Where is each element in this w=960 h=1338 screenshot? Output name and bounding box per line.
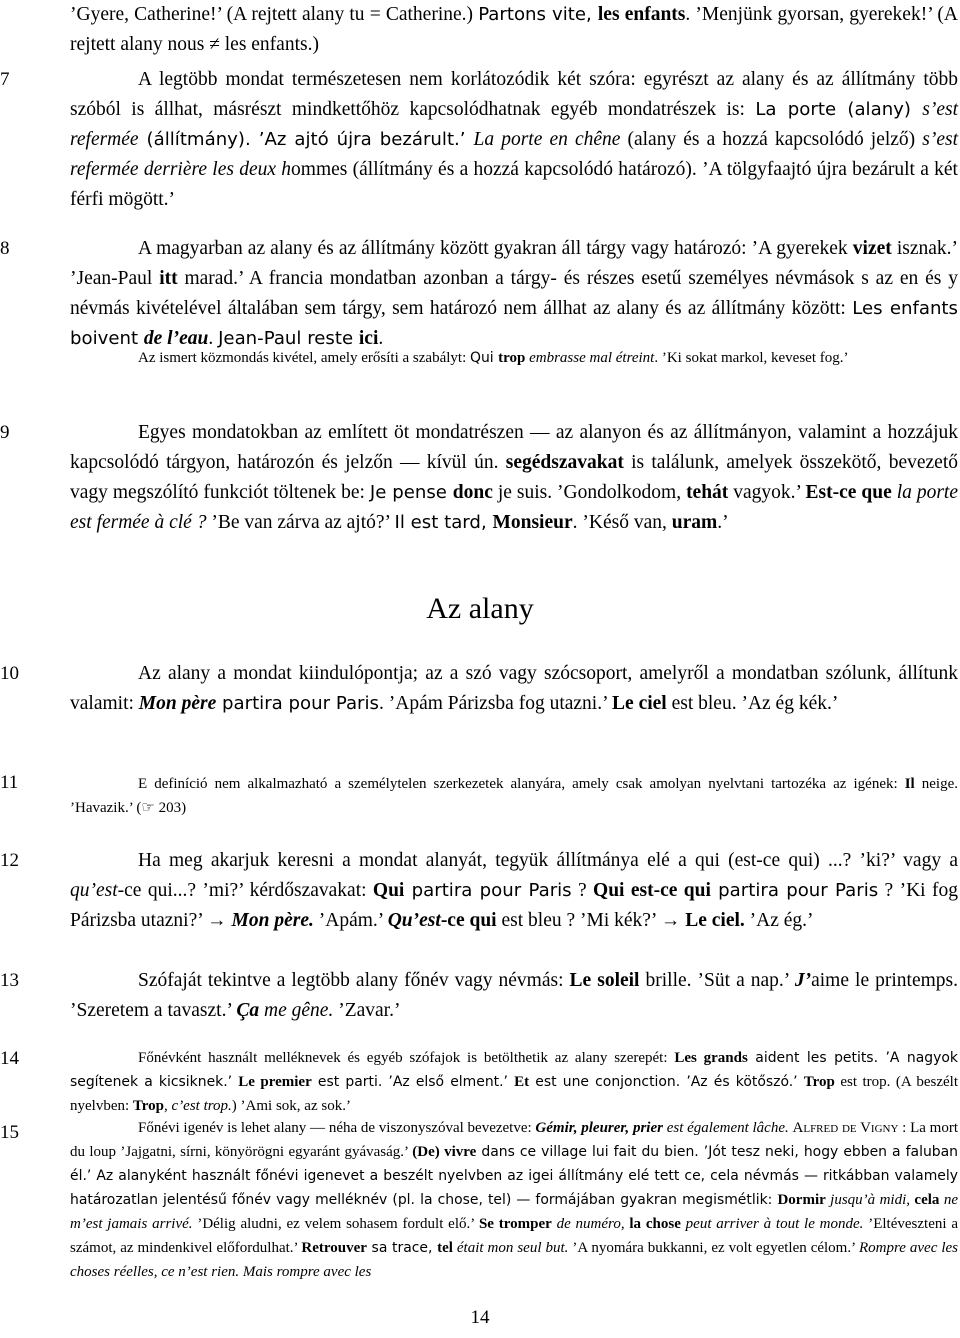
section-heading: Az alany bbox=[426, 592, 534, 625]
paragraph-number: 13 bbox=[0, 970, 19, 991]
arrow-right-icon: → bbox=[660, 910, 681, 931]
paragraph-number: 12 bbox=[0, 850, 19, 871]
paragraph-12: Ha meg akarjuk keresni a mondat alanyát, tegyük állítmánya elé a qui (est-ce qui) ...? ’ki?’ vagy a qu’est-ce qui...? ’mi?’ kérdőszavakat: Qui partira pour Paris ? Qui est-ce qui partira pour Paris ? ’Ki fog Párizsba utazni?’ → Mon père. ’Apám.’ Qu’est-ce qui est bleu ? ’Mi kék?’ → Le ciel. ’Az ég.’ bbox=[70, 850, 958, 931]
paragraph-number: 14 bbox=[0, 1048, 19, 1069]
paragraph-number: 15 bbox=[0, 1122, 19, 1143]
paragraph-7: A legtöbb mondat természetesen nem korlátozódik két szóra: egyrészt az alany és az állítmány több szóból is állhat, másrészt mindkettőhöz kapcsolódhatnak egyéb mondatrészek is: La porte (alany) s’est refermée (állítmány). ’Az ajtó újra bezárult.’ La porte en chêne (alany és a hozzá kapcsolódó jelző) s’est refermée derrière les deux hommes (állítmány és a hozzá kapcsolódó határozó). ’A tölgyfaajtó újra bezárult a két férfi mögött.’ bbox=[70, 69, 959, 210]
paragraph-number: 10 bbox=[0, 663, 19, 684]
paragraph-number: 11 bbox=[0, 772, 19, 793]
paragraph-number: 8 bbox=[0, 238, 10, 259]
paragraph-number: 7 bbox=[0, 69, 10, 90]
arrow-right-icon: → bbox=[207, 910, 227, 931]
paragraph-number: 9 bbox=[0, 422, 10, 443]
paragraph-13: Szófaját tekintve a legtöbb alany főnév vagy névmás: Le soleil brille. ’Süt a nap.’ J’aime le printemps. ’Szeretem a tavaszt.’ Ça me gêne. ’Zavar.’ bbox=[70, 970, 958, 1021]
paragraph-note: Az ismert közmondás kivétel, amely erősíti a szabályt: Qui trop embrasse mal étreint. ’Ki sokat markol, keveset fog.’ bbox=[138, 350, 849, 366]
paragraph-8: A magyarban az alany és az állítmány között gyakran áll tárgy vagy határozó: ’A gyerekek vizet isznak.’ ’Jean-Paul itt marad.’ A francia mondatban azonban a tárgy- és részes esetű személyes névmások s az en és y névmás kivételével általában sem tárgy, sem határozó nem állhat az alany és az állítmány között: Les enfants boivent de l’eau. Jean-Paul reste ici. bbox=[70, 238, 959, 349]
paragraph-15: Főnévi igenév is lehet alany — néha de viszonyszóval bevezetve: Gémir, pleurer, prier est également lâche. Alfred de Vigny : La mort du loup ’Jajgatni, sírni, könyörögni egyaránt gyávaság.’ (De) vivre dans ce village lui fait du bien. ’Jót tesz neki, hogy ebben a faluban él.’ Az alanyként használt főnévi igenevet a beszélt nyelvben az igei állítmány elé tett ce, cela névmás — ritkábban valamely határozatlan jelentésű főnév vagy melléknév (pl. la chose, tel) — formájában gyakran megismétlik: Dormir jusqu’à midi, cela ne m’est jamais arrivé. ’Délig aludni, ez velem sohasem fordult elő.’ Se tromper de numéro, la chose peut arriver à tout le monde. ’Eltéveszteni a számot, az mindenkivel előfordulhat.’ Retrouver sa trace, tel était mon seul but. ’A nyomára bukkanni, ez volt egyetlen célom.’ Rompre avec les choses réelles, ce n’est rien. Mais rompre avec les bbox=[70, 1120, 959, 1280]
paragraph-14: Főnévként használt melléknevek és egyéb szófajok is betölthetik az alany szerepét: Les grands aident les petits. ’A nagyok segítenek a kicsiknek.’ Le premier est parti. ’Az első elment.’ Et est une conjonction. ’Az és kötőszó.’ Trop est trop. (A beszélt nyelvben: Trop, c’est trop.) ’Ami sok, az sok.’ bbox=[70, 1050, 958, 1114]
paragraph-9: Egyes mondatokban az említett öt mondatrészen — az alanyon és az állítmányon, valamint a hozzájuk kapcsolódó tárgyon, határozón és jelzőn — kívül ún. segédszavakat is találunk, amelyek összekötő, bevezető vagy megszólító funkciót töltenek be: Je pense donc je suis. ’Gondolkodom, tehát vagyok.’ Est-ce que la porte est fermée à clé ? ’Be van zárva az ajtó?’ Il est tard, Monsieur. ’Késő van, uram.’ bbox=[70, 422, 958, 533]
page-number: 14 bbox=[470, 1307, 490, 1328]
paragraph-11: E definíció nem alkalmazható a személytelen szerkezetek alanyára, amely csak amolyan nyelvtani tartozéka az igének: Il neige. ’Havazik.’ (☞ 203) bbox=[70, 776, 959, 816]
pointing-hand-icon: ☞ bbox=[141, 800, 155, 816]
paragraph-top: ’Gyere, Catherine!’ (A rejtett alany tu = Catherine.) Partons vite, les enfants. ’Menjünk gyorsan, gyerekek!’ (A rejtett alany nous ≠ les enfants.) bbox=[70, 4, 958, 55]
paragraph-10: Az alany a mondat kiindulópontja; az a szó vagy szócsoport, amelyről a mondatban szólunk, állítunk valamit: Mon père partira pour Paris. ’Apám Párizsba fog utazni.’ Le ciel est bleu. ’Az ég kék.’ bbox=[70, 663, 958, 714]
